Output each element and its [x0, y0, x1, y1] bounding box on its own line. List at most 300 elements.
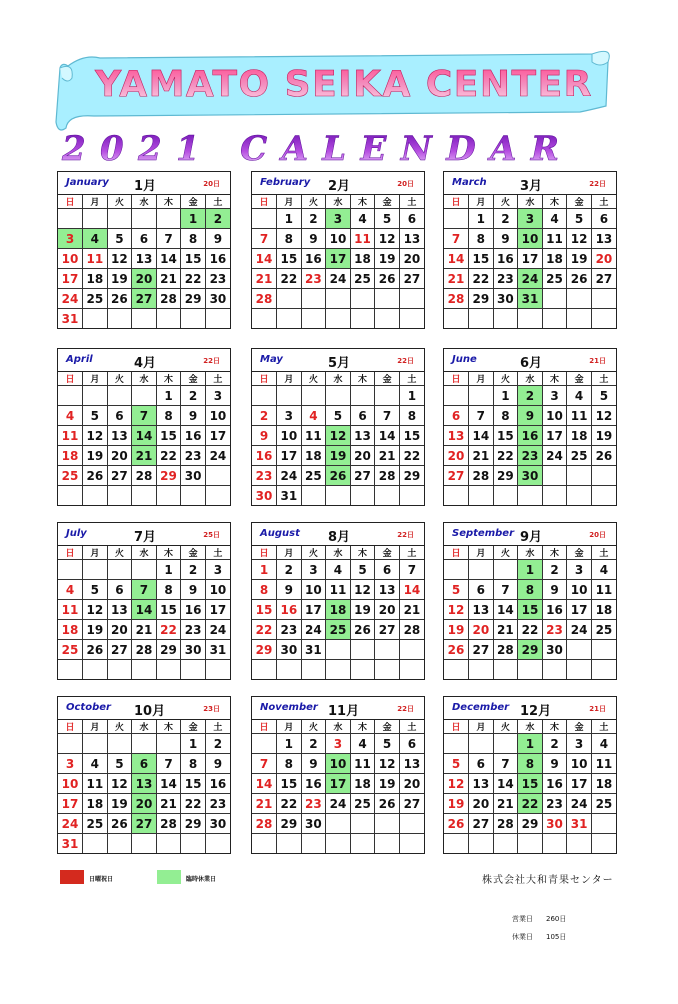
day-cell: 3 [567, 560, 592, 580]
day-cell: 17 [567, 600, 592, 620]
day-cell: 22 [252, 620, 277, 640]
empty-cell [83, 309, 108, 329]
empty-cell [469, 560, 494, 580]
day-cell: 19 [107, 794, 132, 814]
month-header [444, 697, 616, 720]
empty-cell [518, 834, 543, 854]
day-cell: 29 [156, 466, 181, 486]
day-cell: 6 [107, 406, 132, 426]
empty-cell [591, 814, 616, 834]
day-cell: 24 [542, 446, 567, 466]
empty-cell [107, 660, 132, 680]
weekday-header: 土 [399, 546, 424, 560]
empty-cell [518, 486, 543, 506]
weekday-header: 木 [350, 720, 375, 734]
day-cell: 22 [181, 269, 206, 289]
day-cell: 6 [132, 229, 157, 249]
day-cell: 8 [181, 754, 206, 774]
day-cell: 2 [493, 209, 518, 229]
day-cell: 18 [301, 446, 326, 466]
day-cell: 10 [205, 406, 230, 426]
day-cell: 14 [493, 600, 518, 620]
day-cell: 8 [277, 754, 302, 774]
day-cell: 28 [252, 814, 277, 834]
month-jp: 2月 [328, 179, 351, 194]
day-cell: 31 [277, 486, 302, 506]
empty-cell [542, 466, 567, 486]
day-cell: 21 [469, 446, 494, 466]
day-cell: 25 [58, 466, 83, 486]
day-cell: 20 [375, 600, 400, 620]
day-cell: 20 [107, 446, 132, 466]
weekday-header: 木 [156, 372, 181, 386]
day-cell: 27 [107, 640, 132, 660]
day-cell: 19 [375, 249, 400, 269]
weekday-header: 月 [83, 372, 108, 386]
empty-cell [205, 486, 230, 506]
day-cell: 17 [58, 794, 83, 814]
day-cell: 3 [326, 209, 351, 229]
month-april [57, 348, 231, 506]
month-workdays: 21日 [589, 705, 606, 713]
day-cell: 4 [542, 209, 567, 229]
month-header [444, 349, 616, 372]
day-cell: 5 [107, 754, 132, 774]
holiday-legend-label: 日曜祝日 [89, 876, 114, 883]
empty-cell [542, 834, 567, 854]
day-cell: 7 [252, 229, 277, 249]
day-cell: 13 [107, 600, 132, 620]
day-cell: 26 [107, 289, 132, 309]
day-cell: 24 [518, 269, 543, 289]
day-cell: 1 [277, 734, 302, 754]
day-cell: 11 [567, 406, 592, 426]
month-workdays: 25日 [203, 531, 220, 539]
weekday-header: 火 [493, 195, 518, 209]
day-cell: 17 [326, 774, 351, 794]
day-cell: 5 [444, 754, 469, 774]
month-table [444, 372, 616, 505]
day-cell: 23 [301, 269, 326, 289]
day-cell: 24 [205, 446, 230, 466]
day-cell: 12 [326, 426, 351, 446]
day-cell: 7 [493, 580, 518, 600]
day-cell: 29 [493, 466, 518, 486]
day-cell: 20 [469, 794, 494, 814]
day-cell: 29 [469, 289, 494, 309]
day-cell: 6 [107, 580, 132, 600]
day-cell: 21 [252, 794, 277, 814]
month-february [251, 171, 425, 329]
day-cell: 4 [301, 406, 326, 426]
month-september [443, 522, 617, 680]
month-jp: 4月 [134, 356, 157, 371]
weekday-header: 土 [205, 720, 230, 734]
day-cell: 22 [469, 269, 494, 289]
day-cell: 4 [326, 560, 351, 580]
empty-cell [444, 560, 469, 580]
day-cell: 5 [444, 580, 469, 600]
month-july [57, 522, 231, 680]
day-cell: 10 [58, 774, 83, 794]
day-cell: 19 [591, 426, 616, 446]
day-cell: 22 [156, 620, 181, 640]
month-may [251, 348, 425, 506]
day-cell: 11 [591, 754, 616, 774]
day-cell: 5 [567, 209, 592, 229]
day-cell: 27 [375, 620, 400, 640]
day-cell: 17 [542, 426, 567, 446]
day-cell: 9 [301, 754, 326, 774]
day-cell: 15 [156, 600, 181, 620]
month-workdays: 22日 [397, 705, 414, 713]
empty-cell [399, 834, 424, 854]
day-cell: 27 [591, 269, 616, 289]
day-cell: 11 [83, 249, 108, 269]
day-cell: 17 [326, 249, 351, 269]
day-cell: 6 [399, 209, 424, 229]
day-cell: 16 [181, 600, 206, 620]
empty-cell [181, 660, 206, 680]
empty-cell [58, 486, 83, 506]
day-cell: 2 [205, 209, 230, 229]
day-cell: 14 [375, 426, 400, 446]
day-cell: 3 [205, 560, 230, 580]
month-jp: 12月 [520, 704, 552, 719]
day-cell: 23 [205, 794, 230, 814]
day-cell: 19 [350, 600, 375, 620]
business-days-label: 営業日 [512, 915, 533, 923]
day-cell: 12 [350, 580, 375, 600]
empty-cell [542, 289, 567, 309]
day-cell: 30 [277, 640, 302, 660]
day-cell: 11 [83, 774, 108, 794]
day-cell: 18 [591, 774, 616, 794]
month-table [58, 195, 230, 328]
weekday-header: 木 [156, 720, 181, 734]
day-cell: 21 [156, 794, 181, 814]
weekday-header: 土 [205, 195, 230, 209]
day-cell: 2 [542, 734, 567, 754]
day-cell: 26 [375, 269, 400, 289]
day-cell: 15 [469, 249, 494, 269]
day-cell: 3 [326, 734, 351, 754]
month-jp: 5月 [328, 356, 351, 371]
day-cell: 12 [591, 406, 616, 426]
empty-cell [277, 289, 302, 309]
day-cell: 27 [399, 269, 424, 289]
weekday-header: 水 [132, 195, 157, 209]
empty-cell [567, 640, 592, 660]
day-cell: 16 [301, 774, 326, 794]
day-cell: 21 [132, 620, 157, 640]
day-cell: 27 [132, 814, 157, 834]
day-cell: 21 [444, 269, 469, 289]
empty-cell [83, 734, 108, 754]
empty-cell [107, 734, 132, 754]
month-name: May [260, 354, 283, 365]
weekday-header: 月 [469, 720, 494, 734]
day-cell: 19 [83, 446, 108, 466]
day-cell: 12 [444, 600, 469, 620]
day-cell: 23 [301, 794, 326, 814]
weekday-header: 金 [567, 720, 592, 734]
day-cell: 29 [181, 814, 206, 834]
day-cell: 10 [567, 580, 592, 600]
day-cell: 25 [326, 620, 351, 640]
month-workdays: 23日 [203, 705, 220, 713]
closed-days-value: 105日 [546, 933, 567, 941]
empty-cell [350, 834, 375, 854]
day-cell: 6 [444, 406, 469, 426]
weekday-header: 日 [252, 372, 277, 386]
day-cell: 13 [132, 249, 157, 269]
month-table [58, 546, 230, 679]
empty-cell [107, 486, 132, 506]
closed-days-label: 休業日 [512, 933, 533, 941]
day-cell: 13 [469, 600, 494, 620]
day-cell: 2 [277, 560, 302, 580]
empty-cell [83, 834, 108, 854]
day-cell: 19 [107, 269, 132, 289]
weekday-header: 木 [350, 546, 375, 560]
empty-cell [399, 309, 424, 329]
empty-cell [252, 660, 277, 680]
empty-cell [132, 834, 157, 854]
weekday-header: 水 [326, 546, 351, 560]
empty-cell [181, 834, 206, 854]
empty-cell [350, 660, 375, 680]
day-cell: 6 [399, 734, 424, 754]
day-cell: 28 [444, 289, 469, 309]
day-cell: 28 [493, 814, 518, 834]
empty-cell [83, 560, 108, 580]
day-cell: 3 [567, 734, 592, 754]
day-cell: 18 [350, 774, 375, 794]
month-table [444, 195, 616, 328]
day-cell: 20 [132, 269, 157, 289]
month-jp: 6月 [520, 356, 543, 371]
day-cell: 29 [252, 640, 277, 660]
weekday-header: 水 [326, 720, 351, 734]
day-cell: 21 [399, 600, 424, 620]
empty-cell [156, 734, 181, 754]
empty-cell [252, 734, 277, 754]
weekday-header: 日 [444, 720, 469, 734]
day-cell: 8 [277, 229, 302, 249]
day-cell: 18 [591, 600, 616, 620]
day-cell: 27 [399, 794, 424, 814]
month-table [252, 195, 424, 328]
month-table [252, 546, 424, 679]
empty-cell [444, 660, 469, 680]
empty-cell [444, 386, 469, 406]
weekday-header: 火 [301, 372, 326, 386]
day-cell: 11 [591, 580, 616, 600]
empty-cell [252, 209, 277, 229]
weekday-header: 火 [107, 720, 132, 734]
empty-cell [350, 486, 375, 506]
day-cell: 25 [542, 269, 567, 289]
day-cell: 5 [375, 734, 400, 754]
month-header [252, 697, 424, 720]
day-cell: 26 [350, 620, 375, 640]
month-name: April [66, 354, 93, 365]
month-table [444, 720, 616, 853]
empty-cell [493, 560, 518, 580]
weekday-header: 金 [567, 372, 592, 386]
day-cell: 27 [107, 466, 132, 486]
day-cell: 18 [326, 600, 351, 620]
day-cell: 4 [83, 754, 108, 774]
day-cell: 6 [132, 754, 157, 774]
day-cell: 20 [132, 794, 157, 814]
day-cell: 28 [469, 466, 494, 486]
empty-cell [375, 640, 400, 660]
day-cell: 18 [83, 794, 108, 814]
day-cell: 22 [518, 794, 543, 814]
day-cell: 28 [132, 466, 157, 486]
empty-cell [326, 309, 351, 329]
day-cell: 26 [326, 466, 351, 486]
empty-cell [58, 386, 83, 406]
day-cell: 3 [542, 386, 567, 406]
day-cell: 8 [156, 580, 181, 600]
day-cell: 23 [252, 466, 277, 486]
month-workdays: 20日 [589, 531, 606, 539]
weekday-header: 木 [350, 372, 375, 386]
weekday-header: 金 [375, 546, 400, 560]
day-cell: 7 [399, 560, 424, 580]
day-cell: 12 [83, 426, 108, 446]
day-cell: 4 [350, 209, 375, 229]
month-name: September [452, 528, 514, 539]
month-table [58, 720, 230, 853]
month-header [444, 523, 616, 546]
day-cell: 1 [252, 560, 277, 580]
empty-cell [444, 309, 469, 329]
day-cell: 15 [181, 249, 206, 269]
day-cell: 31 [58, 834, 83, 854]
day-cell: 29 [156, 640, 181, 660]
month-workdays: 22日 [397, 531, 414, 539]
day-cell: 9 [518, 406, 543, 426]
year-title-banner [58, 126, 598, 176]
empty-cell [107, 834, 132, 854]
weekday-header: 水 [518, 546, 543, 560]
empty-cell [58, 734, 83, 754]
day-cell: 6 [591, 209, 616, 229]
day-cell: 14 [132, 600, 157, 620]
weekday-header: 火 [301, 195, 326, 209]
day-cell: 15 [518, 600, 543, 620]
day-cell: 19 [375, 774, 400, 794]
month-jp: 10月 [134, 704, 166, 719]
weekday-header: 月 [277, 720, 302, 734]
day-cell: 10 [205, 580, 230, 600]
weekday-header: 木 [542, 720, 567, 734]
empty-cell [83, 486, 108, 506]
day-cell: 29 [518, 814, 543, 834]
day-cell: 15 [493, 426, 518, 446]
day-cell: 16 [252, 446, 277, 466]
empty-cell [567, 486, 592, 506]
month-october [57, 696, 231, 854]
empty-cell [399, 814, 424, 834]
day-cell: 3 [301, 560, 326, 580]
day-cell: 3 [58, 229, 83, 249]
weekday-header: 水 [326, 195, 351, 209]
day-cell: 13 [399, 229, 424, 249]
day-cell: 8 [156, 406, 181, 426]
weekday-header: 日 [252, 720, 277, 734]
day-cell: 26 [444, 814, 469, 834]
weekday-header: 日 [444, 372, 469, 386]
empty-cell [375, 660, 400, 680]
day-cell: 9 [205, 229, 230, 249]
day-cell: 20 [444, 446, 469, 466]
month-table [252, 372, 424, 505]
weekday-header: 木 [350, 195, 375, 209]
day-cell: 26 [83, 640, 108, 660]
day-cell: 30 [542, 814, 567, 834]
day-cell: 2 [301, 209, 326, 229]
weekday-header: 月 [277, 546, 302, 560]
weekday-header: 土 [591, 546, 616, 560]
empty-cell [326, 640, 351, 660]
weekday-header: 水 [326, 372, 351, 386]
day-cell: 27 [444, 466, 469, 486]
day-cell: 20 [469, 620, 494, 640]
empty-cell [469, 734, 494, 754]
day-cell: 3 [518, 209, 543, 229]
empty-cell [326, 486, 351, 506]
day-cell: 5 [326, 406, 351, 426]
day-cell: 26 [591, 446, 616, 466]
weekday-header: 火 [107, 546, 132, 560]
weekday-header: 日 [58, 195, 83, 209]
month-march [443, 171, 617, 329]
day-cell: 16 [181, 426, 206, 446]
day-cell: 8 [518, 580, 543, 600]
day-cell: 12 [444, 774, 469, 794]
day-cell: 23 [493, 269, 518, 289]
day-cell: 9 [493, 229, 518, 249]
weekday-header: 火 [493, 372, 518, 386]
day-cell: 18 [83, 269, 108, 289]
day-cell: 25 [591, 794, 616, 814]
month-jp: 8月 [328, 530, 351, 545]
day-cell: 11 [326, 580, 351, 600]
day-cell: 18 [567, 426, 592, 446]
day-cell: 15 [518, 774, 543, 794]
day-cell: 25 [350, 794, 375, 814]
weekday-header: 水 [132, 720, 157, 734]
day-cell: 3 [58, 754, 83, 774]
day-cell: 29 [277, 814, 302, 834]
weekday-header: 水 [132, 546, 157, 560]
weekday-header: 火 [301, 546, 326, 560]
day-cell: 24 [58, 814, 83, 834]
month-jp: 7月 [134, 530, 157, 545]
month-header [58, 172, 230, 195]
empty-cell [399, 486, 424, 506]
empty-cell [444, 834, 469, 854]
day-cell: 16 [205, 249, 230, 269]
weekday-header: 土 [399, 195, 424, 209]
weekday-header: 金 [181, 372, 206, 386]
day-cell: 9 [252, 426, 277, 446]
